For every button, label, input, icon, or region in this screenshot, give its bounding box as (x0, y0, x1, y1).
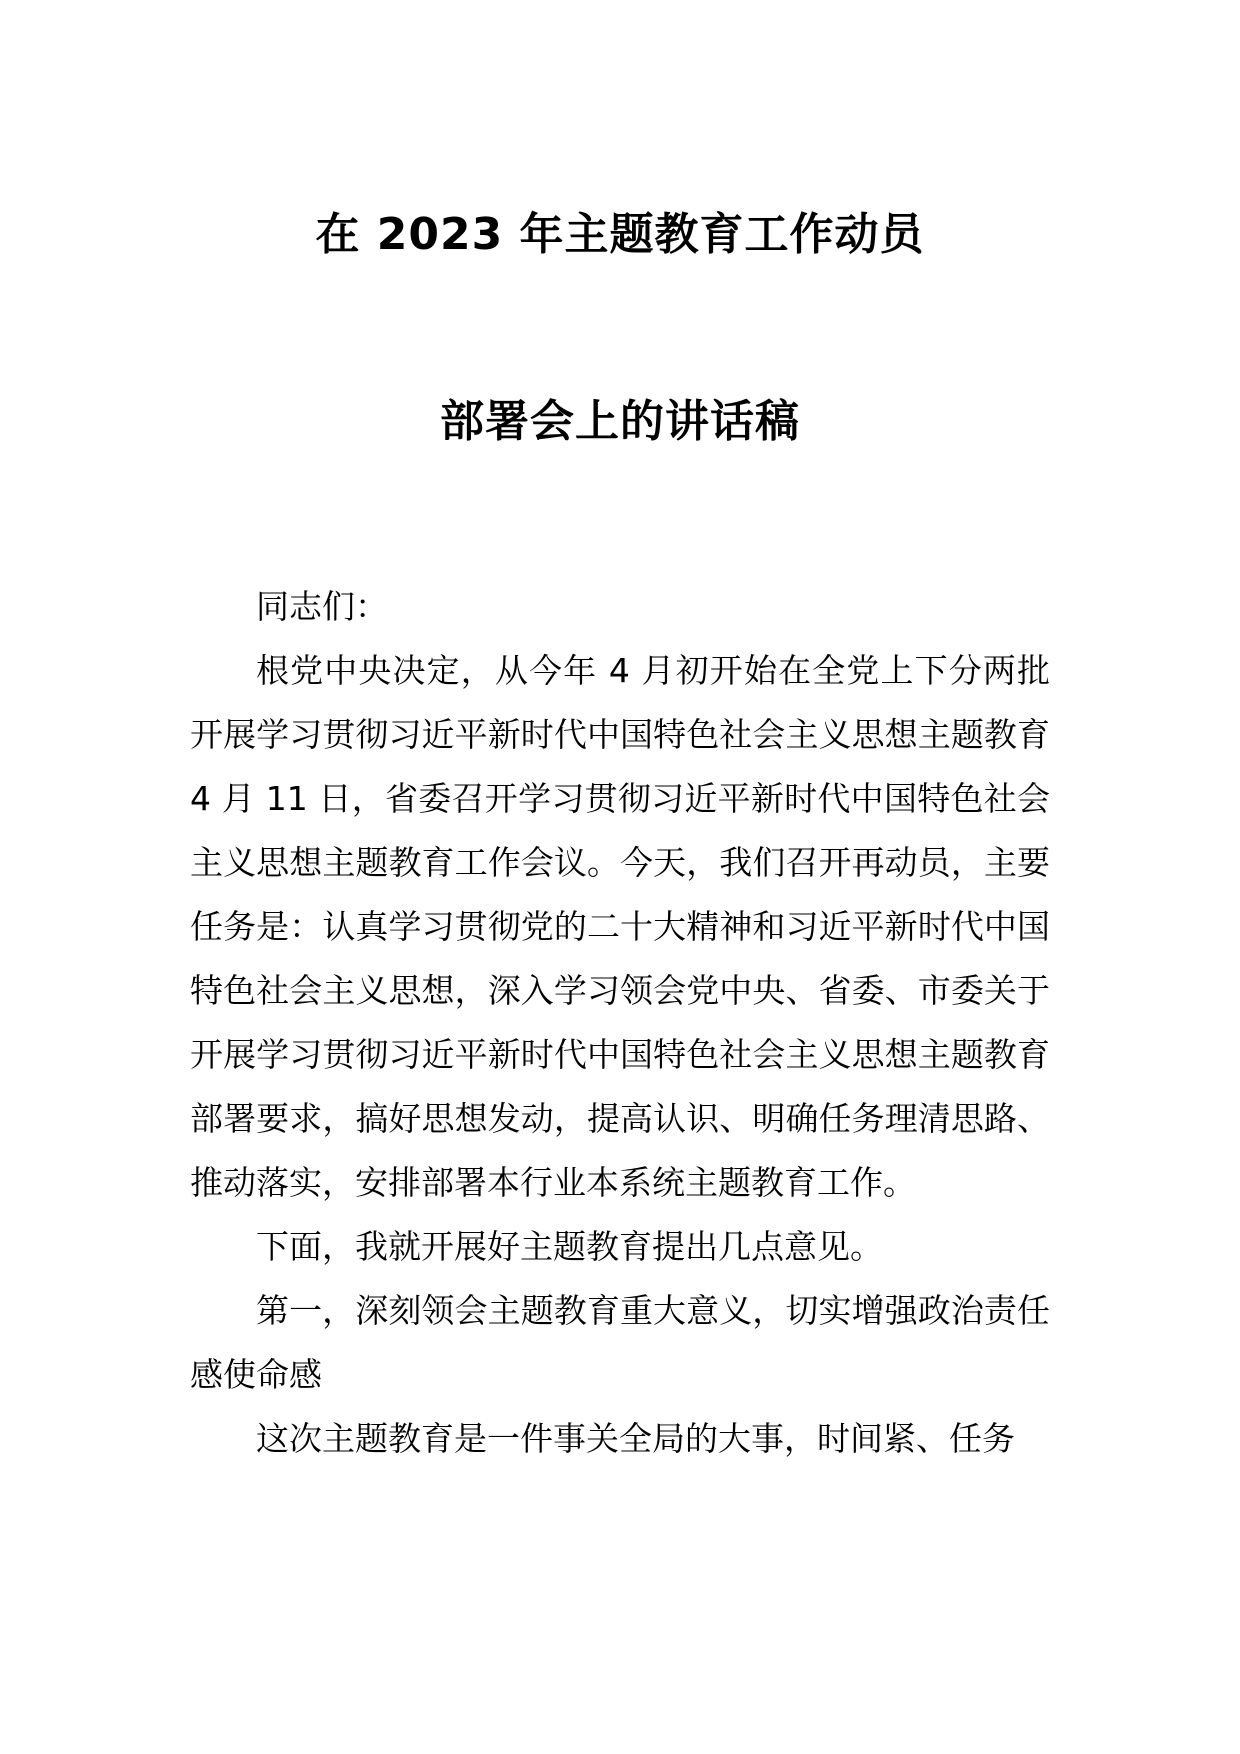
body-paragraph: 根党中央决定，从今年 4 月初开始在全党上下分两批开展学习贯彻习近平新时代中国特色社会主义思想主题教育4 月 11 日，省委召开学习贯彻习近平新时代中国特色社会主义思想主题教育工作会议。今天，我们召开再动员，主要任务是：认真学习贯彻党的二十大精神和习近平新时代中国特色社会主义思想，深入学习领会党中央、省委、市委关于开展学习贯彻习近平新时代中国特色社会主义思想主题教育部署要求，搞好思想发动，提高认识、明确任务理清思路、推动落实，安排部署本行业本系统主题教育工作。 (190, 651, 1050, 1202)
document-title-line-2: 部署会上的讲话稿 (440, 396, 800, 447)
document-title-line-1: 在 2023 年主题教育工作动员 (315, 209, 925, 260)
salutation: 同志们： (256, 587, 388, 626)
body-paragraph: 这次主题教育是一件事关全局的大事，时间紧、任务 (256, 1419, 1015, 1458)
section-heading: 第一，深刻领会主题教育重大意义，切实增强政治责任感使命感 (190, 1291, 1050, 1394)
document-body (190, 575, 1050, 1471)
body-paragraph: 下面，我就开展好主题教育提出几点意见。 (256, 1227, 883, 1266)
